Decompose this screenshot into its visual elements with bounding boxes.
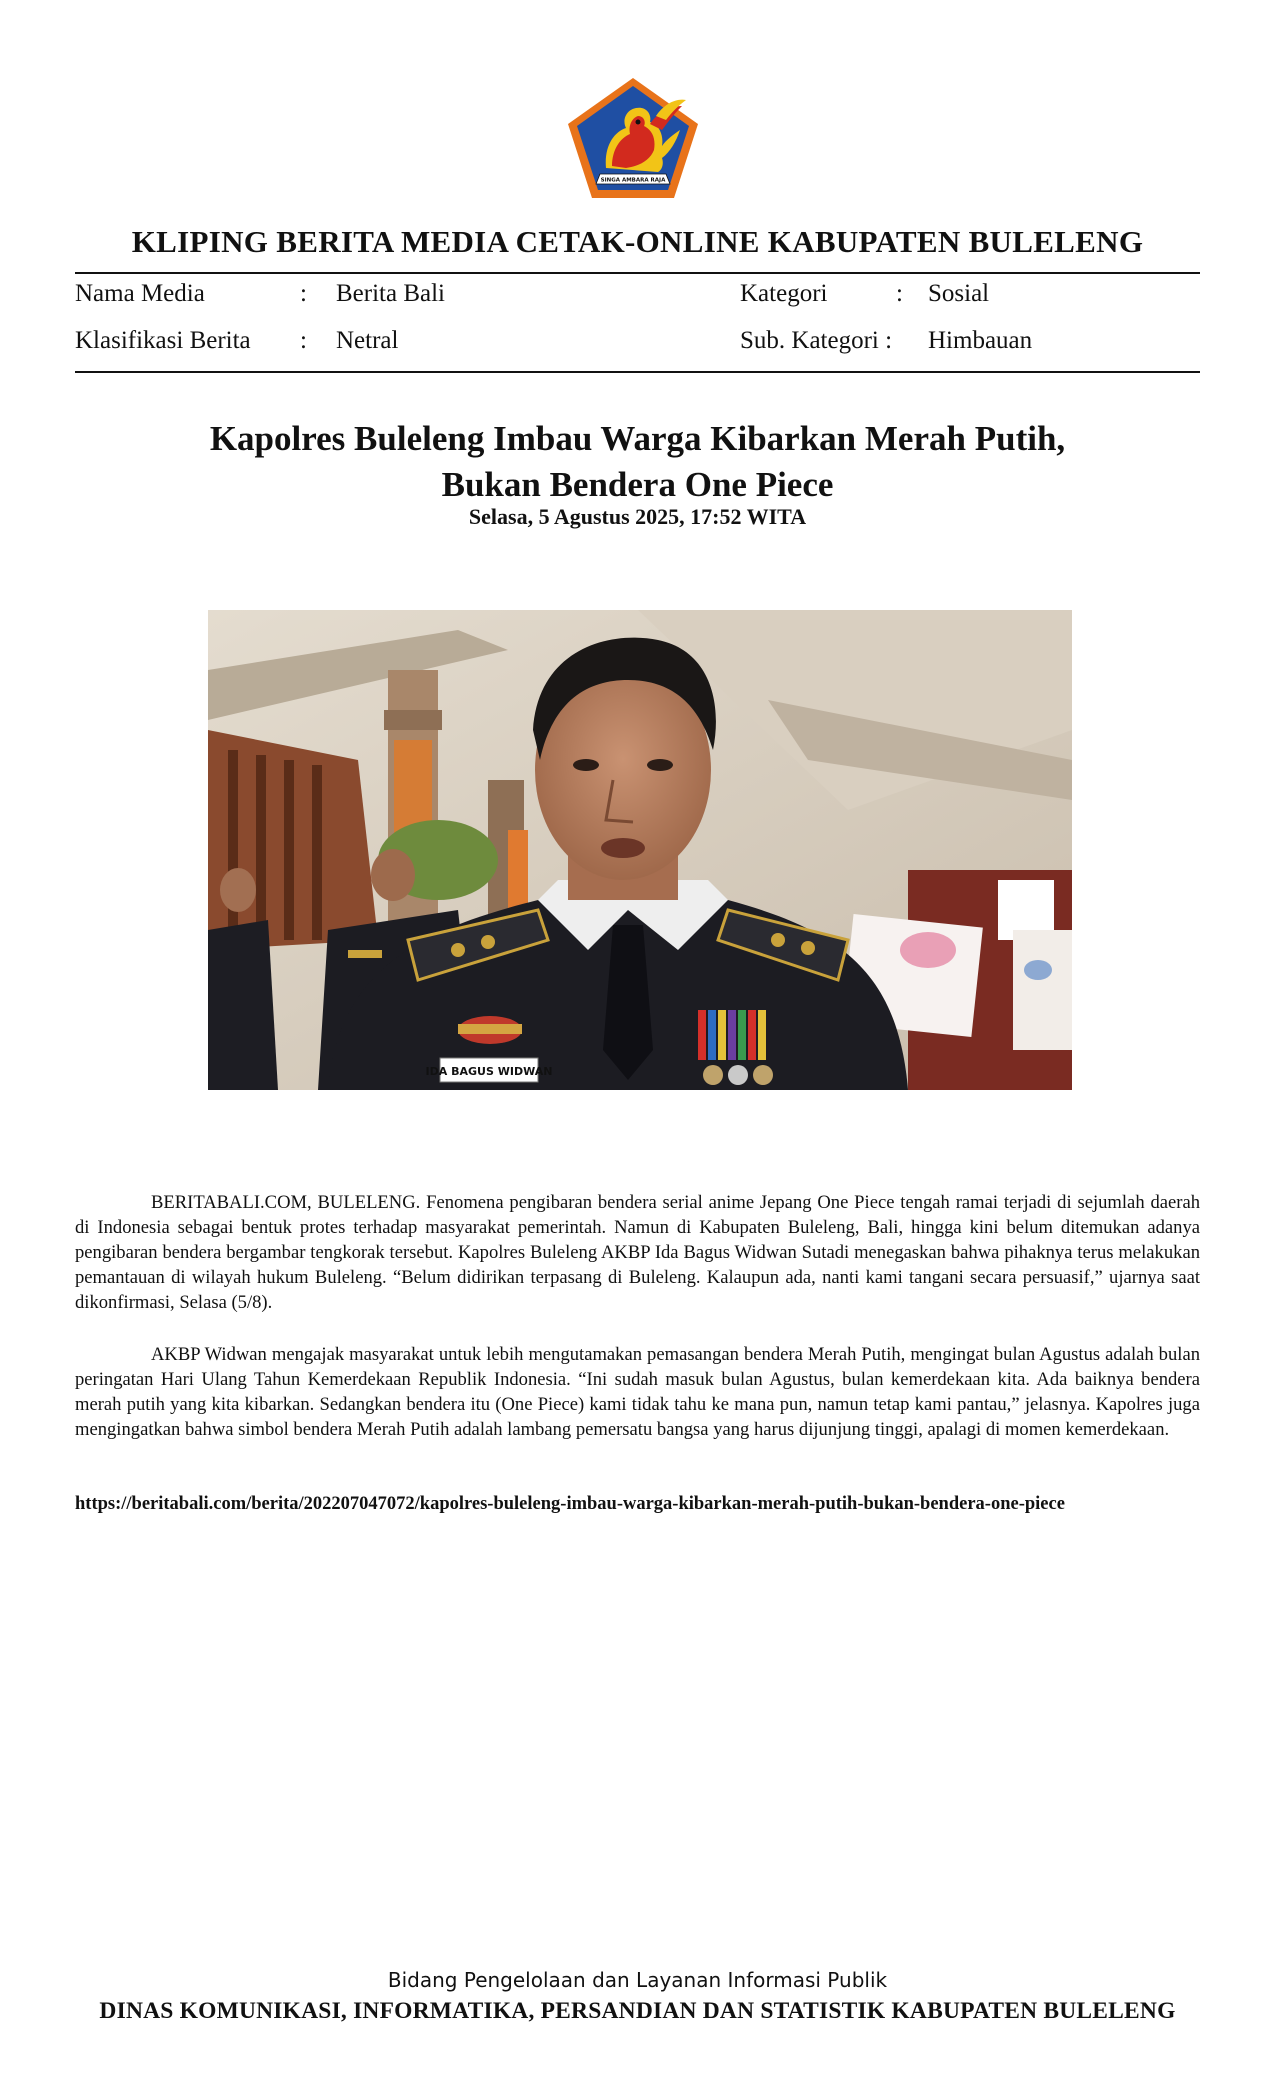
nama-media-value: Berita Bali — [336, 280, 445, 307]
kategori-separator: : — [896, 280, 903, 307]
klasifikasi-separator: : — [300, 327, 307, 354]
bottom-rule — [75, 371, 1200, 373]
kategori-value: Sosial — [928, 280, 990, 307]
article-title — [75, 416, 1200, 508]
buleleng-emblem-icon — [566, 76, 700, 200]
article-title-line1: Kapolres Buleleng Imbau Warga Kibarkan Merah Putih, — [209, 419, 1066, 458]
footer-department: Bidang Pengelolaan dan Layanan Informasi Publik — [387, 1968, 888, 1992]
document-title: KLIPING BERITA MEDIA CETAK-ONLINE KABUPATEN BULELENG — [131, 224, 1144, 259]
article-title-line2: Bukan Bendera One Piece — [441, 465, 834, 504]
top-rule — [75, 272, 1200, 274]
klasifikasi-label: Klasifikasi Berita — [75, 327, 251, 354]
sub-kategori-value: Himbauan — [928, 327, 1033, 354]
source-url-link[interactable]: https://beritabali.com/berita/202207047072/kapolres-buleleng-imbau-warga-kibarkan-merah-putih-bukan-bendera-one-piece — [75, 1494, 1065, 1514]
logo-motto: SINGA AMBARA RAJA — [600, 177, 666, 184]
article-date: Selasa, 5 Agustus 2025, 17:52 WITA — [468, 504, 807, 529]
kategori-label: Kategori — [740, 280, 828, 307]
article-paragraph-1: BERITABALI.COM, BULELENG. Fenomena pengibaran bendera serial anime Jepang One Piece tengah ramai terjadi di sejumlah daerah di Indonesia sebagai bentuk protes terhadap masyarakat pemerintah. Namun di Kabupaten Buleleng, Bali, hingga kini belum ditemukan adanya pengibaran bendera bergambar tengkorak tersebut. Kapolres Buleleng AKBP Ida Bagus Widwan Sutadi menegaskan bahwa pihaknya terus melakukan pemantauan di wilayah hukum Buleleng. “Belum didirikan terpasang di Buleleng. Kalaupun ada, nanti kami tangani secara persuasif,” ujarnya saat dikonfirmasi, Selasa (5/8). — [75, 1192, 1200, 1313]
article-photo — [208, 610, 1072, 1090]
photo-nametag: IDA BAGUS WIDWAN — [425, 1065, 553, 1078]
article-paragraph-2: AKBP Widwan mengajak masyarakat untuk lebih mengutamakan pemasangan bendera Merah Putih, mengingat bulan Agustus adalah bulan peringatan Hari Ulang Tahun Kemerdekaan Republik Indonesia. “Ini sudah masuk bulan Agustus, bulan kemerdekaan kita. Ada baiknya bendera merah putih yang kita kibarkan. Sedangkan bendera itu (One Piece) kami tidak tahu ke mana pun, namun tetap kami pantau,” jelasnya. Kapolres juga mengingatkan bahwa simbol bendera Merah Putih adalah lambang pemersatu bangsa yang harus dijunjung tinggi, apalagi di momen kemerdekaan. — [75, 1344, 1200, 1440]
nama-media-label: Nama Media — [75, 280, 205, 307]
klasifikasi-value: Netral — [336, 327, 399, 354]
footer-agency: DINAS KOMUNIKASI, INFORMATIKA, PERSANDIAN DAN STATISTIK KABUPATEN BULELENG — [99, 1998, 1176, 2024]
nama-media-separator: : — [300, 280, 307, 307]
sub-kategori-label: Sub. Kategori : — [740, 327, 893, 354]
